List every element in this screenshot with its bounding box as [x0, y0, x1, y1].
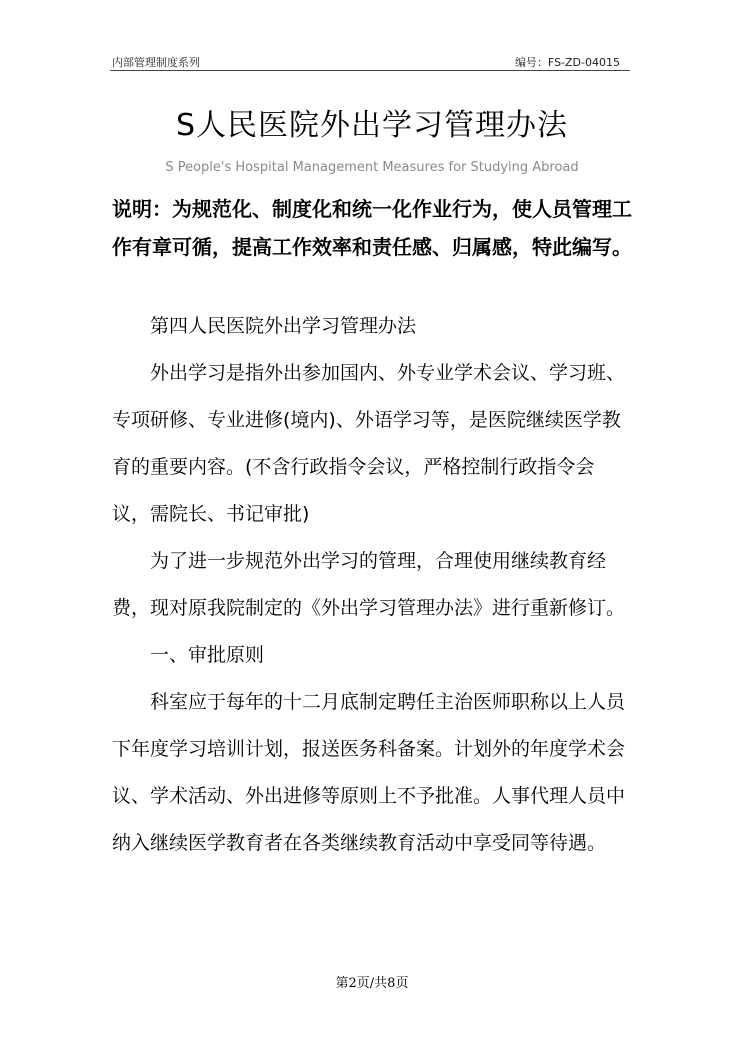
document-body — [112, 303, 632, 867]
paragraph: 为了进一步规范外出学习的管理，合理使用继续教育经费，现对原我院制定的《外出学习管理办法》进行重新修订。 — [112, 550, 626, 619]
paragraph: 外出学习是指外出参加国内、外专业学术会议、学习班、专项研修、专业进修(境内)、外语学习等，是医院继续医学教育的重要内容。(不含行政指令会议，严格控制行政指令会议，需院长、书记审批) — [112, 362, 626, 525]
paragraph-heading: 第四人民医院外出学习管理办法 — [150, 315, 417, 337]
page-number: 第2页/共8页 — [335, 976, 409, 991]
document-description: 说明：为规范化、制度化和统一化作业行为，使人员管理工作有章可循，提高工作效率和责任感、归属感，特此编写。 — [112, 197, 632, 259]
section-heading: 一、审批原则 — [150, 644, 265, 666]
document-title: S人民医院外出学习管理办法 — [175, 108, 569, 143]
header-divider — [110, 70, 630, 71]
header-series: 内部管理制度系列 — [112, 56, 200, 69]
document-subtitle: S People's Hospital Management Measures for Studying Abroad — [165, 160, 579, 175]
header-doc-code: 编号：FS-ZD-04015 — [514, 56, 620, 69]
paragraph: 科室应于每年的十二月底制定聘任主治医师职称以上人员下年度学习培训计划，报送医务科备案。计划外的年度学术会议、学术活动、外出进修等原则上不予批准。人事代理人员中纳入继续医学教育者在各类继续教育活动中享受同等待遇。 — [112, 691, 626, 854]
